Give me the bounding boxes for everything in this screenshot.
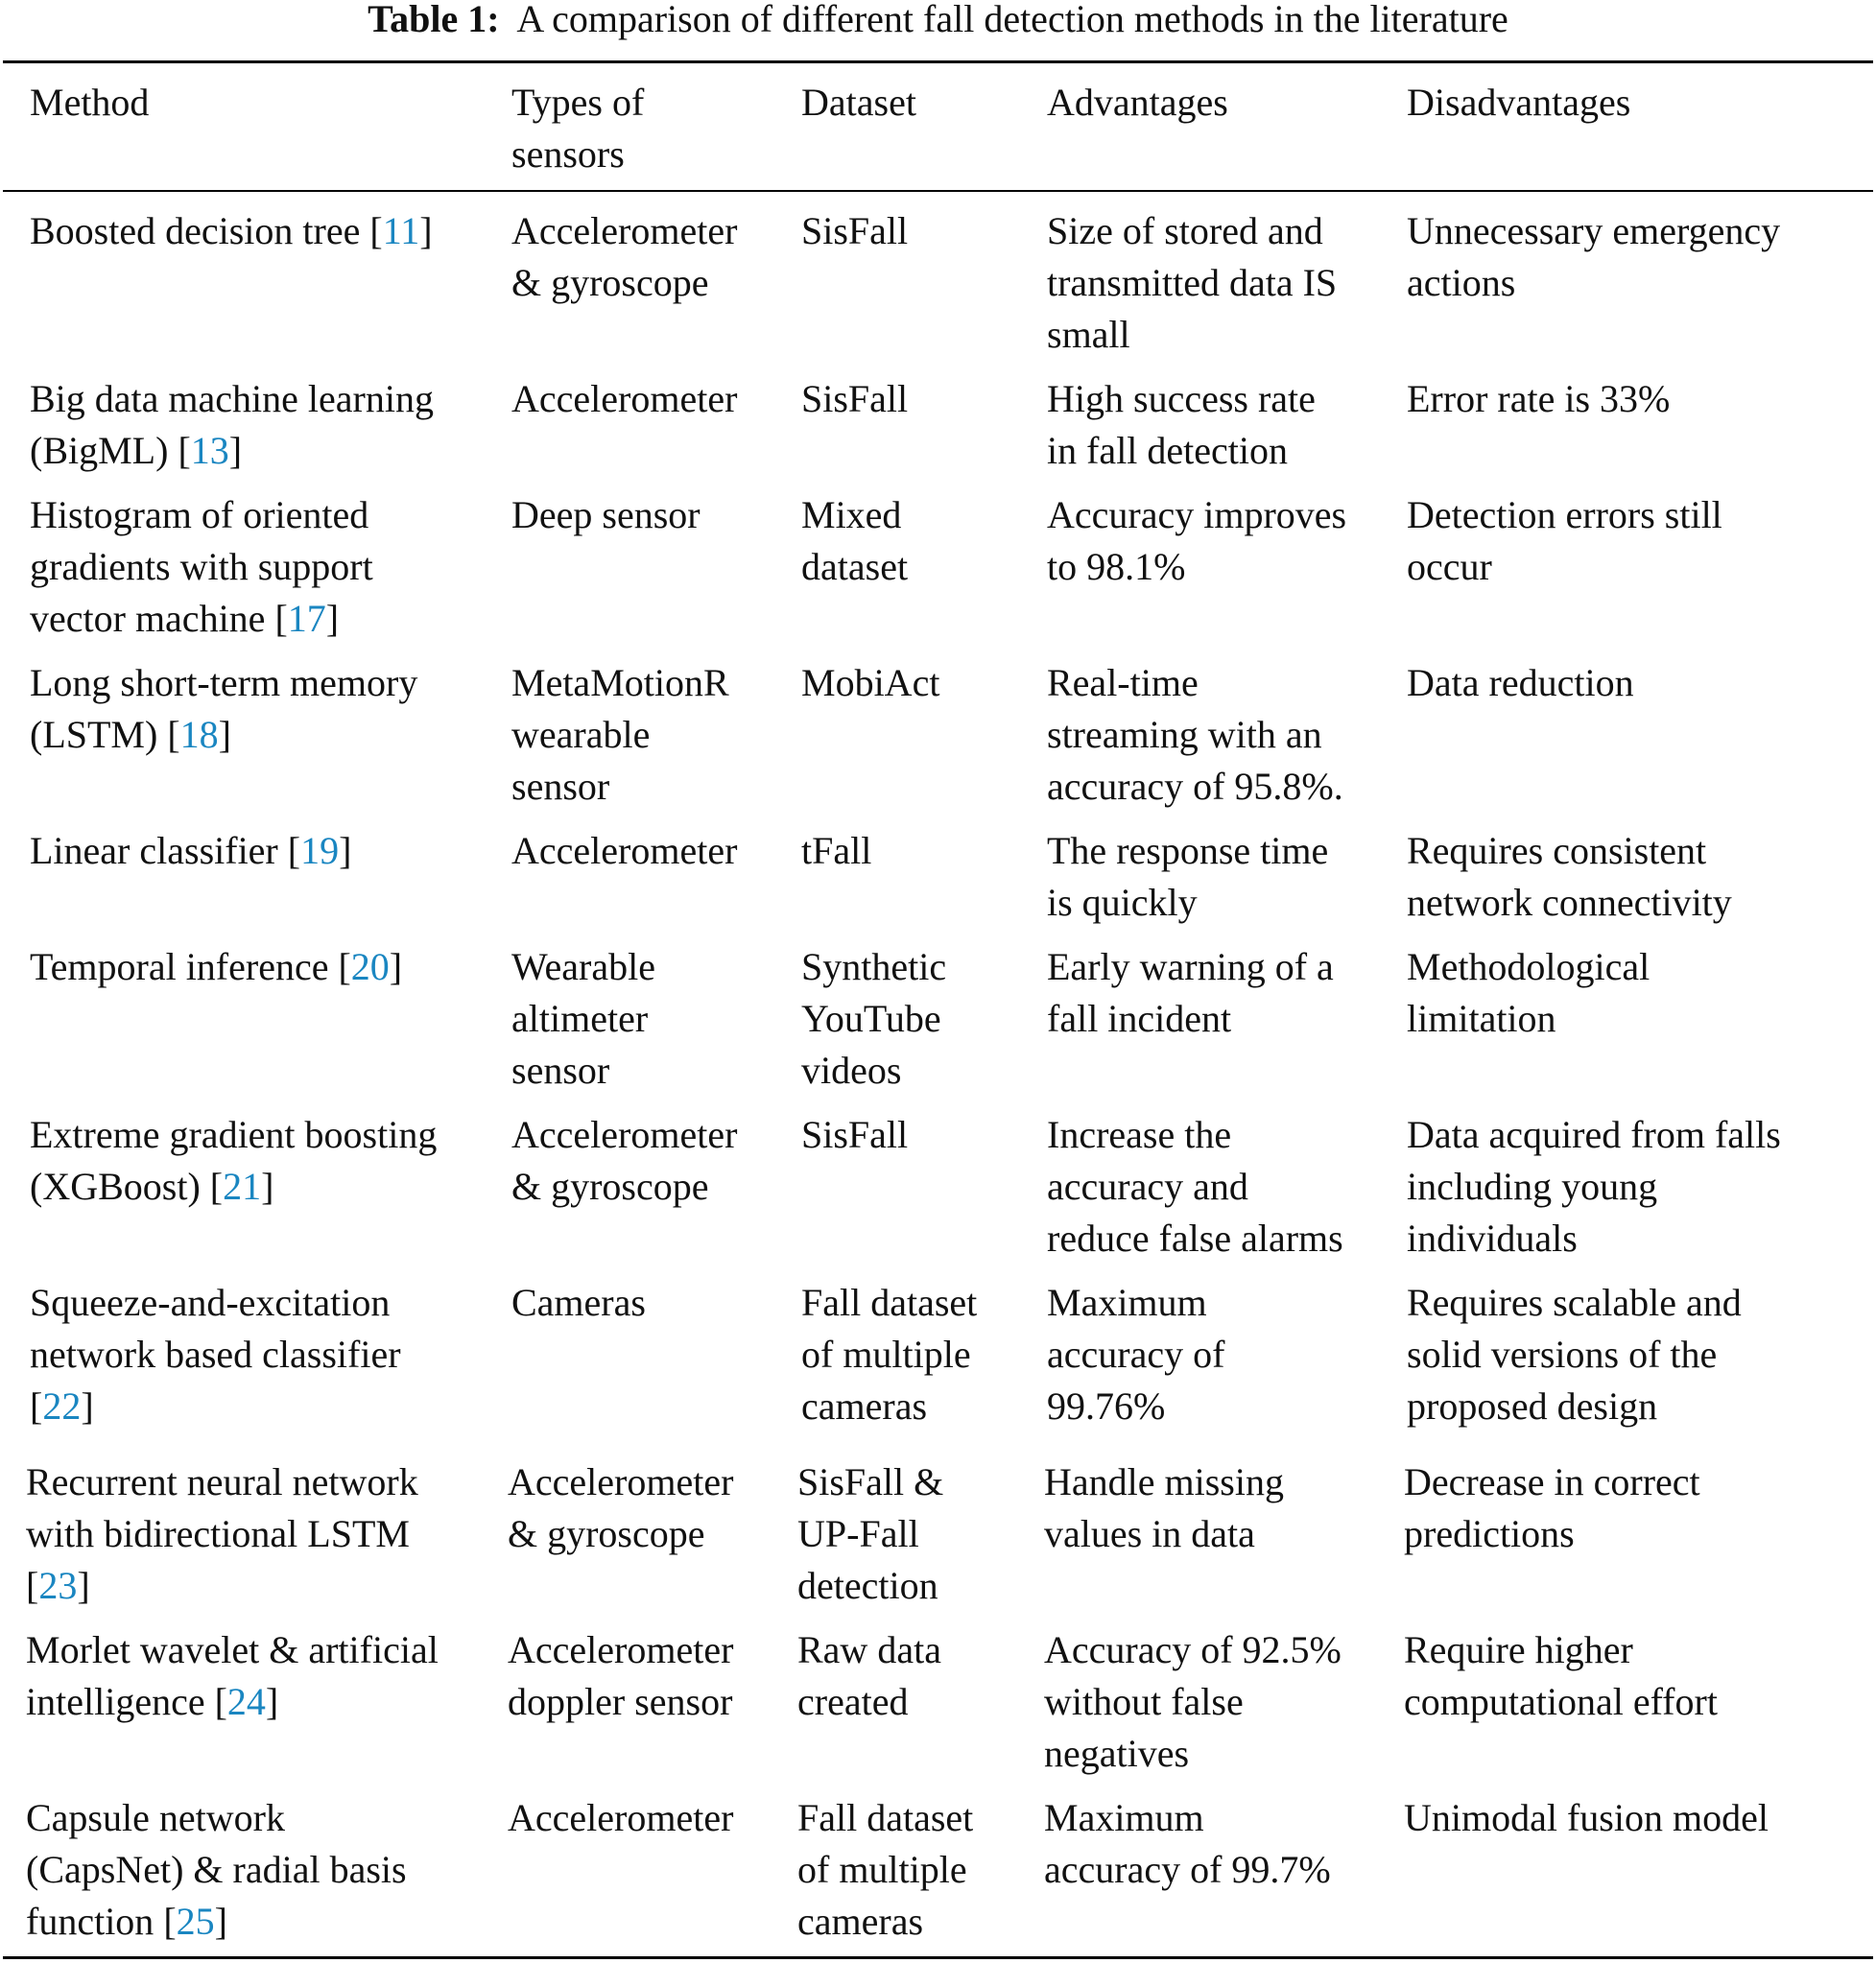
citation-link[interactable]: 21 <box>223 1165 262 1208</box>
citation-link[interactable]: 13 <box>190 429 229 472</box>
disadvantages-cell: Data acquired from falls including young individuals <box>1407 1113 1781 1260</box>
disadvantages-cell: Data reduction <box>1407 661 1634 704</box>
sensors-cell: Accelerometer doppler sensor <box>508 1628 734 1723</box>
dataset-cell: MobiAct <box>801 661 940 704</box>
method-cell: Histogram of oriented gradients with support vector machine [17] <box>30 493 373 640</box>
dataset-cell: SisFall & UP-Fall detection <box>797 1460 944 1607</box>
method-cell: Big data machine learning (BigML) [13] <box>30 377 434 472</box>
header-disadvantages: Disadvantages <box>1407 81 1631 124</box>
dataset-cell: Fall dataset of multiple cameras <box>801 1281 978 1428</box>
top-rule <box>3 60 1873 63</box>
advantages-cell: Size of stored and transmitted data IS small <box>1047 209 1338 356</box>
citation-link[interactable]: 19 <box>300 829 340 872</box>
method-cell: Extreme gradient boosting (XGBoost) [21] <box>30 1113 438 1208</box>
table-caption <box>0 0 1876 38</box>
citation-link[interactable]: 25 <box>176 1900 215 1943</box>
sensors-cell: Accelerometer & gyroscope <box>511 1113 738 1208</box>
citation-link[interactable]: 24 <box>226 1680 266 1723</box>
method-cell: Morlet wavelet & artificial intelligence [24] <box>26 1628 439 1723</box>
disadvantages-cell: Require higher computational effort <box>1404 1628 1718 1723</box>
dataset-cell: SisFall <box>801 209 909 252</box>
citation-link[interactable]: 20 <box>350 945 390 988</box>
header-dataset: Dataset <box>801 81 916 124</box>
sensors-cell: Accelerometer <box>511 829 738 872</box>
dataset-cell: Mixed dataset <box>801 493 909 588</box>
dataset-cell: Fall dataset of multiple cameras <box>797 1796 974 1943</box>
method-cell: Squeeze-and-excitation network based classifier [22] <box>30 1281 401 1428</box>
method-cell: Recurrent neural network with bidirectional LSTM [23] <box>26 1460 418 1607</box>
sensors-cell: Deep sensor <box>511 493 701 536</box>
bottom-rule <box>3 1956 1873 1959</box>
disadvantages-cell: Decrease in correct predictions <box>1404 1460 1700 1555</box>
citation-link[interactable]: 18 <box>179 713 219 756</box>
header-advantages: Advantages <box>1047 81 1228 124</box>
citation-link[interactable]: 23 <box>38 1564 78 1607</box>
advantages-cell: Accuracy of 92.5% without false negatives <box>1044 1628 1342 1775</box>
citation-link[interactable]: 17 <box>287 597 326 640</box>
advantages-cell: Early warning of a fall incident <box>1047 945 1334 1040</box>
dataset-cell: SisFall <box>801 377 909 420</box>
dataset-cell: tFall <box>801 829 872 872</box>
advantages-cell: Accuracy improves to 98.1% <box>1047 493 1347 588</box>
method-cell: Linear classifier [19] <box>30 829 352 872</box>
sensors-cell: Accelerometer & gyroscope <box>511 209 738 304</box>
table-caption-label: Table 1: <box>368 0 500 40</box>
disadvantages-cell: Unimodal fusion model <box>1404 1796 1769 1839</box>
citation-link[interactable]: 11 <box>382 209 420 252</box>
advantages-cell: The response time is quickly <box>1047 829 1329 924</box>
method-cell: Capsule network (CapsNet) & radial basis function [25] <box>26 1796 407 1943</box>
sensors-cell: MetaMotionR wearable sensor <box>511 661 729 808</box>
sensors-cell: Accelerometer <box>511 377 738 420</box>
advantages-cell: Increase the accuracy and reduce false alarms <box>1047 1113 1343 1260</box>
sensors-cell: Wearable altimeter sensor <box>511 945 655 1092</box>
disadvantages-cell: Detection errors still occur <box>1407 493 1722 588</box>
disadvantages-cell: Requires scalable and solid versions of the proposed design <box>1407 1281 1742 1428</box>
advantages-cell: Maximum accuracy of 99.7% <box>1044 1796 1331 1891</box>
header-method: Method <box>30 81 150 124</box>
advantages-cell: Maximum accuracy of 99.76% <box>1047 1281 1225 1428</box>
table-caption-text: A comparison of different fall detection methods in the literature <box>516 0 1508 40</box>
advantages-cell: Real-time streaming with an accuracy of 95.8%. <box>1047 661 1343 808</box>
dataset-cell: Raw data created <box>797 1628 941 1723</box>
dataset-cell: SisFall <box>801 1113 909 1156</box>
disadvantages-cell: Error rate is 33% <box>1407 377 1671 420</box>
header-rule <box>3 190 1873 192</box>
citation-link[interactable]: 22 <box>42 1384 82 1428</box>
header-sensors: Types of sensors <box>511 81 645 176</box>
dataset-cell: Synthetic YouTube videos <box>801 945 947 1092</box>
disadvantages-cell: Unnecessary emergency actions <box>1407 209 1781 304</box>
disadvantages-cell: Methodological limitation <box>1407 945 1650 1040</box>
method-cell: Boosted decision tree [11] <box>30 209 433 252</box>
method-cell: Temporal inference [20] <box>30 945 403 988</box>
sensors-cell: Accelerometer & gyroscope <box>508 1460 734 1555</box>
sensors-cell: Accelerometer <box>508 1796 734 1839</box>
advantages-cell: High success rate in fall detection <box>1047 377 1316 472</box>
advantages-cell: Handle missing values in data <box>1044 1460 1284 1555</box>
disadvantages-cell: Requires consistent network connectivity <box>1407 829 1732 924</box>
sensors-cell: Cameras <box>511 1281 646 1324</box>
method-cell: Long short-term memory (LSTM) [18] <box>30 661 418 756</box>
